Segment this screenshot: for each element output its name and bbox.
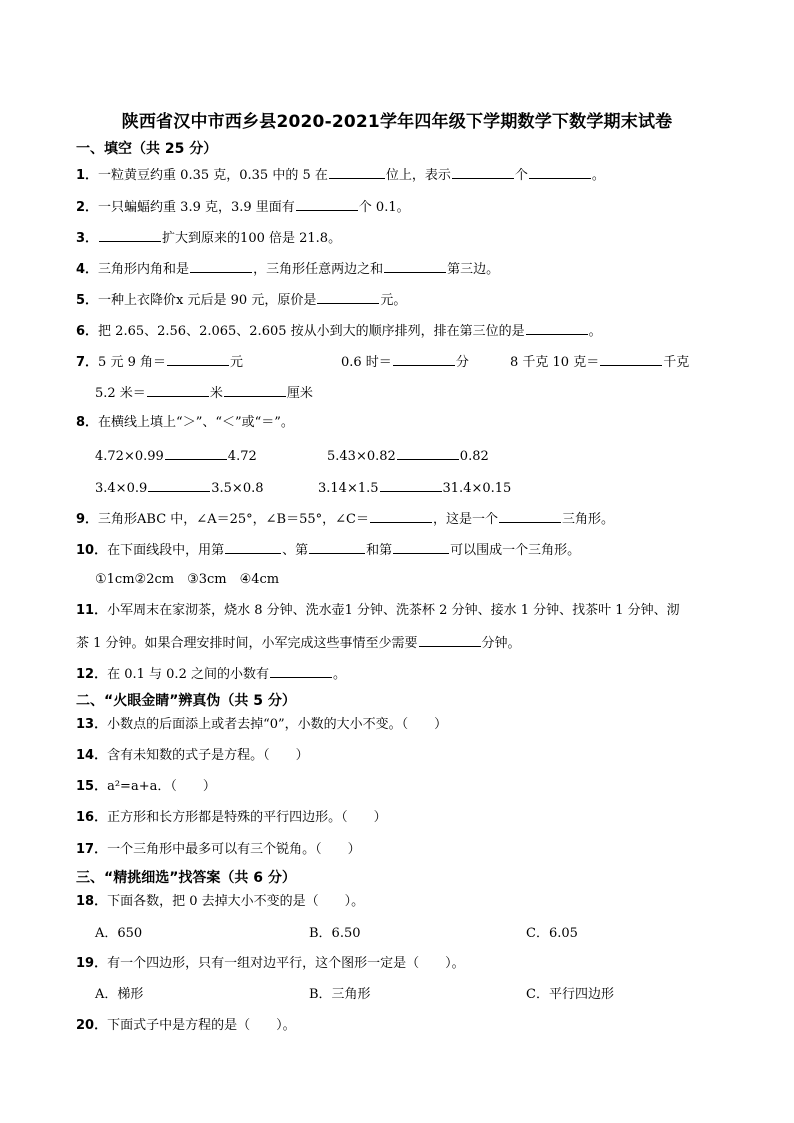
question-text: 千克: [663, 355, 690, 370]
compare-expression: [327, 446, 489, 466]
question-number: 1．: [76, 168, 99, 183]
expression-left: 4.72×0.99: [95, 449, 164, 464]
question-number: 19．: [76, 956, 108, 971]
answer-blank[interactable]: [167, 352, 229, 366]
question-text: 个 0.1。: [358, 200, 410, 215]
question-1: [76, 165, 605, 185]
question-19: [76, 955, 465, 973]
choice-b[interactable]: B．6.50: [309, 926, 361, 941]
answer-blank[interactable]: [317, 290, 379, 304]
answer-blank[interactable]: [147, 383, 209, 397]
compare-expression: [318, 478, 511, 498]
question-16: [76, 809, 387, 827]
compare-expression: [95, 446, 257, 466]
question-text: a²=a+a．（ ）: [107, 779, 216, 794]
question-number: 6．: [76, 324, 99, 339]
answer-blank[interactable]: [190, 259, 252, 273]
question-text: 可以围成一个三角形。: [450, 543, 581, 558]
question-number: 16．: [76, 810, 108, 825]
question-text: 下面式子中是方程的是（ ）。: [107, 1018, 296, 1033]
question-text: 小军周末在家沏茶，烧水 8 分钟、洗水壶1 分钟、洗茶杯 2 分钟、接水 1 分钟、找茶叶 1 分钟、沏: [107, 603, 680, 618]
question-13: [76, 716, 447, 734]
question-10-options: ①1cm②2cm ③3cm ④4cm: [95, 572, 280, 587]
page-title: 陕西省汉中市西乡县2020-2021学年四年级下学期数学下数学期末试卷: [121, 112, 673, 132]
question-text: 三角形ABC 中，∠A＝25°，∠B＝55°，∠C＝: [98, 512, 369, 527]
question-text: 一个三角形中最多可以有三个锐角。（ ）: [107, 842, 361, 857]
answer-blank[interactable]: [224, 383, 286, 397]
compare-expression: [95, 478, 264, 498]
question-text: 正方形和长方形都是特殊的平行四边形。（ ）: [107, 810, 387, 825]
answer-blank[interactable]: [309, 540, 365, 554]
question-text: 在横线上填上“＞”、“＜”或“＝”。: [98, 415, 294, 430]
section-heading-multiple-choice: 三、“精挑细选”找答案（共 6 分）: [76, 870, 296, 886]
answer-blank[interactable]: [165, 446, 227, 460]
question-11: [76, 602, 680, 620]
question-text: 下面各数，把 0 去掉大小不变的是（ ）。: [107, 894, 365, 909]
answer-blank[interactable]: [393, 540, 449, 554]
question-text: 8 千克 10 克＝: [510, 355, 600, 370]
question-text: ，这是一个: [432, 512, 498, 527]
expression-right: 0.82: [459, 449, 489, 464]
question-number: 5．: [76, 293, 99, 308]
question-11-continued: [76, 633, 521, 653]
expression-right: 3.5×0.8: [211, 481, 264, 496]
answer-blank[interactable]: [526, 321, 588, 335]
answer-blank[interactable]: [600, 352, 662, 366]
question-text: 一粒黄豆约重 0.35 克，0.35 中的 5 在: [98, 168, 328, 183]
answer-blank[interactable]: [370, 509, 432, 523]
answer-blank[interactable]: [225, 540, 281, 554]
question-text: 扩大到原来的100 倍是 21.8。: [162, 231, 342, 246]
question-number: 18．: [76, 894, 108, 909]
answer-blank[interactable]: [529, 165, 591, 179]
question-8: [76, 414, 294, 432]
question-text: 有一个四边形，只有一组对边平行，这个图形一定是（ ）。: [107, 956, 465, 971]
choice-a[interactable]: A．650: [95, 926, 143, 941]
question-number: 17．: [76, 842, 108, 857]
question-number: 15．: [76, 779, 108, 794]
choice-a[interactable]: A．梯形: [95, 987, 144, 1002]
question-text: 厘米: [286, 386, 313, 401]
question-text: 、第: [282, 543, 309, 558]
answer-blank[interactable]: [384, 259, 446, 273]
question-20: [76, 1017, 296, 1035]
question-text: 位上，表示: [385, 168, 451, 183]
choice-b[interactable]: B．三角形: [309, 987, 371, 1002]
question-15: [76, 778, 216, 796]
question-number: 4．: [76, 262, 99, 277]
answer-blank[interactable]: [329, 165, 385, 179]
question-number: 12．: [76, 667, 108, 682]
question-12: [76, 664, 346, 684]
question-text: 三角形内角和是: [98, 262, 190, 277]
question-text: 。: [332, 667, 346, 682]
choice-c[interactable]: C．平行四边形: [526, 987, 614, 1002]
question-text: 个: [514, 168, 528, 183]
question-number: 2．: [76, 200, 99, 215]
expression-left: 5.43×0.82: [327, 449, 396, 464]
question-7-part-c: [510, 352, 689, 372]
answer-blank[interactable]: [397, 446, 459, 460]
question-6: [76, 321, 602, 341]
answer-blank[interactable]: [296, 197, 358, 211]
question-4: [76, 259, 499, 279]
answer-blank[interactable]: [419, 633, 481, 647]
question-text: 第三边。: [447, 262, 500, 277]
answer-blank[interactable]: [393, 352, 455, 366]
question-number: 14．: [76, 748, 108, 763]
expression-right: 4.72: [227, 449, 257, 464]
answer-blank[interactable]: [270, 664, 332, 678]
question-text: 5 元 9 角＝: [98, 355, 166, 370]
question-number: 13．: [76, 717, 108, 732]
question-7: [76, 352, 243, 372]
question-text: 在 0.1 与 0.2 之间的小数有: [107, 667, 269, 682]
question-10: [76, 540, 580, 560]
question-text: 。: [588, 324, 602, 339]
question-text: 元。: [380, 293, 407, 308]
choice-c[interactable]: C．6.05: [526, 926, 578, 941]
question-text: 小数点的后面添上或者去掉“0”，小数的大小不变。（ ）: [107, 717, 448, 732]
question-7-part-d: [95, 383, 313, 403]
answer-blank[interactable]: [148, 478, 210, 492]
question-7-part-b: [341, 352, 469, 372]
question-3: [76, 228, 341, 248]
expression-left: 3.4×0.9: [95, 481, 148, 496]
question-number: 7．: [76, 355, 99, 370]
section-heading-fill-in: 一、填空（共 25 分）: [76, 141, 218, 157]
answer-blank[interactable]: [452, 165, 514, 179]
answer-blank[interactable]: [99, 228, 161, 242]
question-9: [76, 509, 614, 529]
question-number: 11．: [76, 603, 108, 618]
question-text: 一只蝙蝠约重 3.9 克，3.9 里面有: [98, 200, 295, 215]
question-number: 3．: [76, 231, 99, 246]
question-text: 0.6 时＝: [341, 355, 392, 370]
question-18: [76, 893, 364, 911]
question-14: [76, 747, 309, 765]
question-text: 米: [209, 386, 223, 401]
answer-blank[interactable]: [380, 478, 442, 492]
question-number: 8．: [76, 415, 99, 430]
question-5: [76, 290, 406, 310]
question-text: 分: [455, 355, 469, 370]
question-text: 5.2 米＝: [95, 386, 146, 401]
question-text: 在下面线段中，用第: [107, 543, 225, 558]
question-number: 20．: [76, 1018, 108, 1033]
question-number: 10．: [76, 543, 108, 558]
question-text: 一种上衣降价x 元后是 90 元，原价是: [98, 293, 317, 308]
expression-right: 31.4×0.15: [442, 481, 512, 496]
question-text: 三角形。: [561, 512, 614, 527]
question-17: [76, 841, 361, 859]
question-text: 元: [230, 355, 244, 370]
question-text: 含有未知数的式子是方程。（ ）: [107, 748, 309, 763]
answer-blank[interactable]: [499, 509, 561, 523]
question-text: ，三角形任意两边之和: [253, 262, 384, 277]
expression-left: 3.14×1.5: [318, 481, 379, 496]
question-text: 茶 1 分钟。如果合理安排时间，小军完成这些事情至少需要: [76, 636, 418, 651]
question-number: 9．: [76, 512, 99, 527]
question-2: [76, 197, 410, 217]
question-text: 分钟。: [481, 636, 521, 651]
question-text: 把 2.65、2.56、2.065、2.605 按从小到大的顺序排列，排在第三位的是: [98, 324, 525, 339]
question-text: 。: [591, 168, 605, 183]
question-text: 和第: [366, 543, 393, 558]
section-heading-true-false: 二、“火眼金睛”辨真伪（共 5 分）: [76, 693, 296, 709]
